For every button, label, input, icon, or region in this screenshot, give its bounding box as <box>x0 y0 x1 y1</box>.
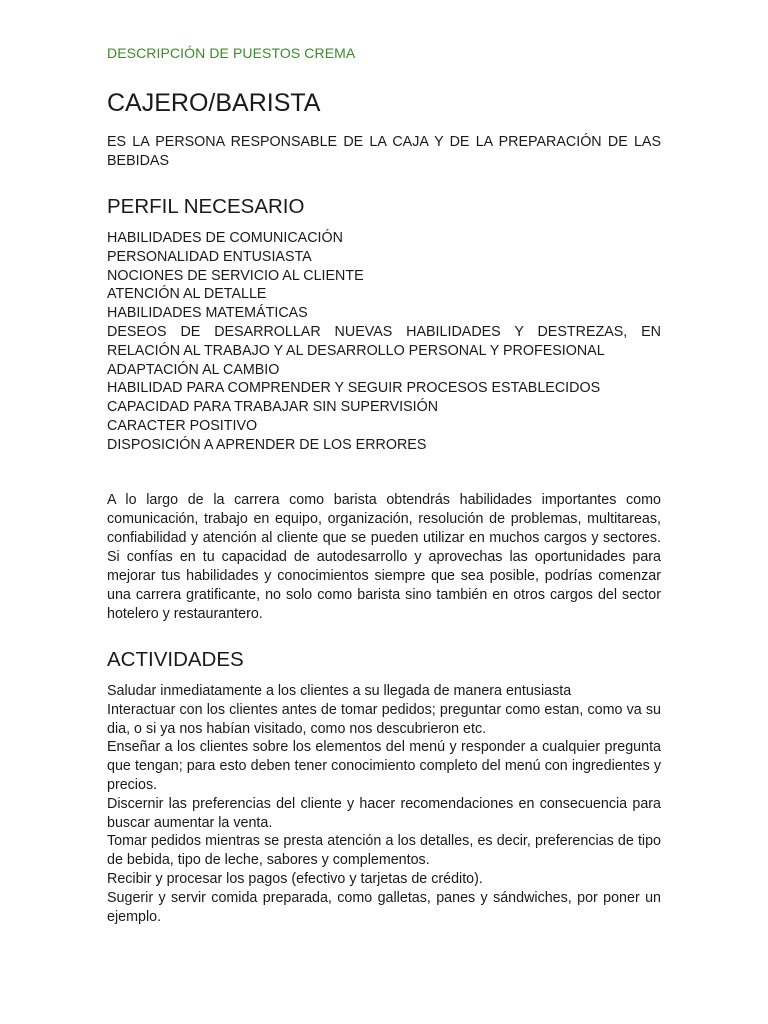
list-item: Sugerir y servir comida preparada, como galletas, panes y sándwiches, por poner un ejemplo. <box>107 889 661 925</box>
list-item: CAPACIDAD PARA TRABAJAR SIN SUPERVISIÓN <box>107 399 439 416</box>
list-item: ADAPTACIÓN AL CAMBIO <box>107 361 280 378</box>
activities-heading: ACTIVIDADES <box>107 648 244 671</box>
list-item: Enseñar a los clientes sobre los elementos del menú y responder a cualquier pregunta que tengan; para esto deben tener conocimiento completo del menú con ingredientes y precios. <box>107 739 661 793</box>
list-item: HABILIDADES MATEMÁTICAS <box>107 305 308 322</box>
profile-list <box>107 229 661 455</box>
profile-heading: PERFIL NECESARIO <box>107 195 305 218</box>
activities-list <box>107 682 661 926</box>
list-item: Interactuar con los clientes antes de tomar pedidos; preguntar como estan, como va su dia, o si ya nos habían visitado, como nos descubrieron etc. <box>107 701 661 737</box>
list-item: DISPOSICIÓN A APRENDER DE LOS ERRORES <box>107 436 427 453</box>
list-item: Saludar inmediatamente a los clientes a su llegada de manera entusiasta <box>107 683 572 699</box>
list-item: Discernir las preferencias del cliente y hacer recomendaciones en consecuencia para buscar aumentar la venta. <box>107 795 661 831</box>
list-item: ATENCIÓN AL DETALLE <box>107 286 267 303</box>
document-label: DESCRIPCIÓN DE PUESTOS CREMA <box>107 45 356 61</box>
list-item: HABILIDADES DE COMUNICACIÓN <box>107 230 343 246</box>
career-paragraph: A lo largo de la carrera como barista obtendrás habilidades importantes como comunicación, trabajo en equipo, organización, resolución de problemas, multitareas, confiabilidad y atención al cliente que se pueden utilizar en muchos cargos y sectores. Si confías en tu capacidad de autodesarrollo y aprovechas las oportunidades para mejorar tus habilidades y conocimientos siempre que sea posible, podrías comenzar una carrera gratificante, no solo como barista sino también en otros cargos del sector hotelero y restaurantero. <box>107 492 661 622</box>
role-title: CAJERO/BARISTA <box>107 89 321 117</box>
list-item: HABILIDAD PARA COMPRENDER Y SEGUIR PROCESOS ESTABLECIDOS <box>107 380 601 397</box>
list-item: PERSONALIDAD ENTUSIASTA <box>107 248 312 265</box>
list-item: Recibir y procesar los pagos (efectivo y tarjetas de crédito). <box>107 870 483 887</box>
role-intro: ES LA PERSONA RESPONSABLE DE LA CAJA Y DE LA PREPARACIÓN DE LAS BEBIDAS <box>107 134 661 169</box>
list-item: NOCIONES DE SERVICIO AL CLIENTE <box>107 267 364 284</box>
list-item: CARACTER POSITIVO <box>107 417 258 434</box>
list-item: Tomar pedidos mientras se presta atención a los detalles, es decir, preferencias de tipo de bebida, tipo de leche, sabores y complementos. <box>107 833 661 869</box>
list-item: DESEOS DE DESARROLLAR NUEVAS HABILIDADES Y DESTREZAS, EN RELACIÓN AL TRABAJO Y AL DESARROLLO PERSONAL Y PROFESIONAL <box>107 323 661 359</box>
